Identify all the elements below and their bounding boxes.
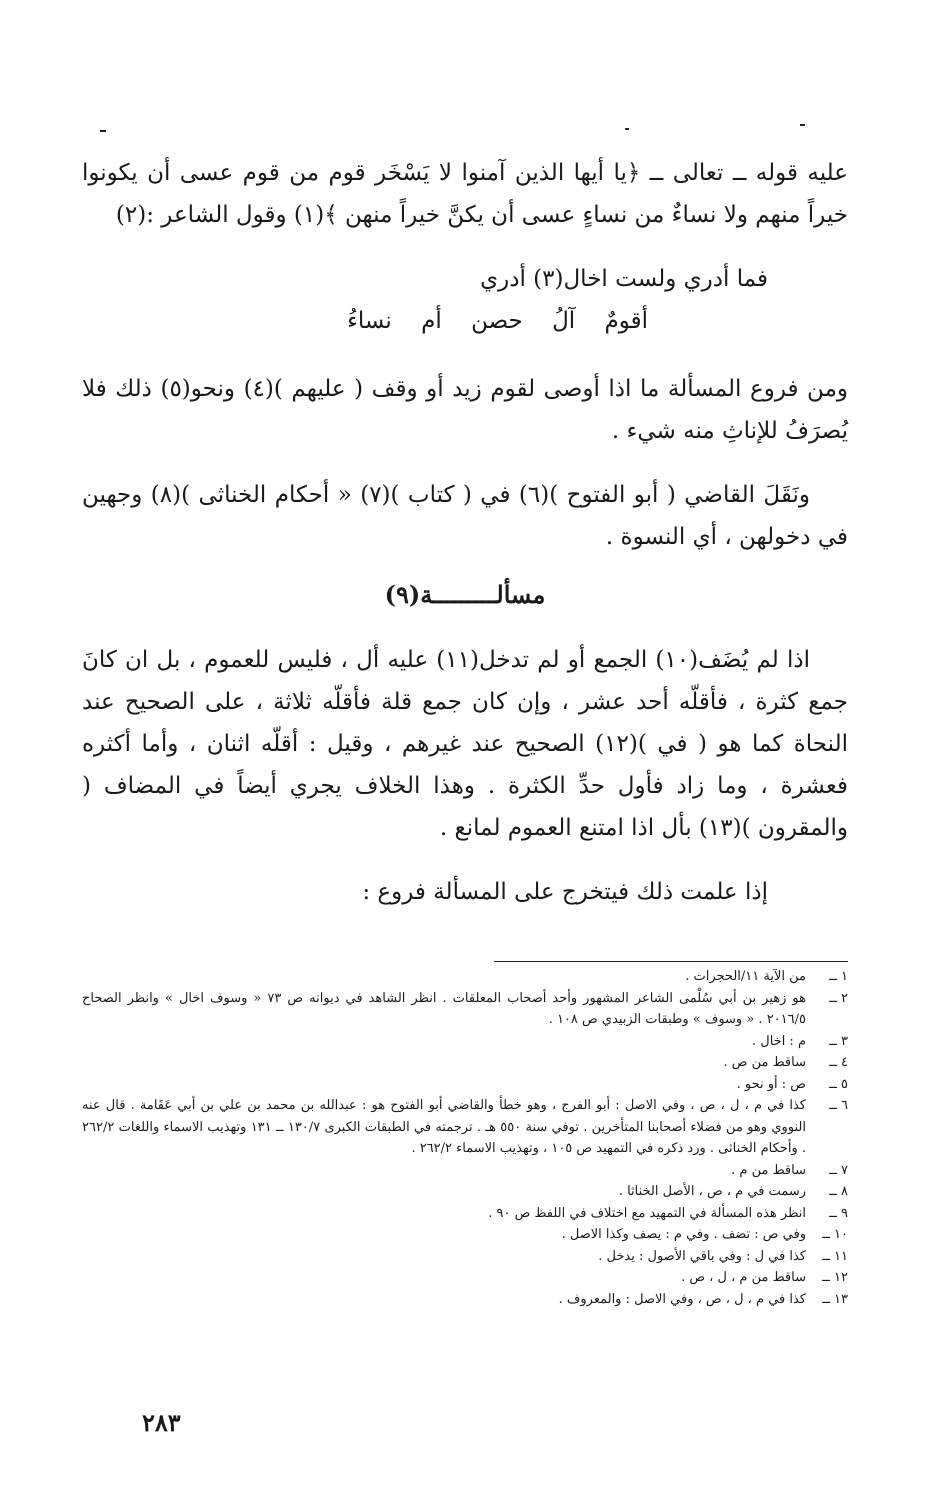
footnote-text: وفي ص : تضف . وفي م : يصف وكذا الاصل . [561,1227,806,1242]
paragraph-quran-citation: عليه قوله ــ تعالى ــ ﴿يا أيها الذين آمنوا لا يَسْخَر قوم من قوم عسى أن يكونوا خيراً منهم ولا نساءٌ من نساءٍ عسى أن يكنَّ خيراً منهن ﴾(١) وقول الشاعر :(٢) [82,160,848,228]
footnote-item [82,1052,848,1074]
footnote-number: ١ ــ [829,969,848,984]
footnote-number: ١٢ ــ [822,1270,848,1285]
footnote-item [82,1267,848,1289]
footnote-item [82,1074,848,1096]
footnote-number: ٨ ــ [829,1184,848,1199]
footnote-text: هو زهير بن أبي سُلْمى الشاعر المشهور وأحد أصحاب المعلقات . انظر الشاهد في ديوانه ص ٧٣ « وسوف اخال » وانظر الصحاح ٢٠١٦/٥ . « وسوف » وطبقات الزبيدي ص ١٠٨ . [82,990,806,1027]
footnote-text: من الآية ١١/الحجرات . [685,969,806,984]
footnotes [82,966,848,1310]
footnote-number: ٥ ــ [829,1076,848,1092]
page-number: ٢٨٣ [142,1408,181,1437]
paragraph-plural-rule: اذا لم يُضَف(١٠) الجمع أو لم تدخل(١١) عليه أل ، فليس للعموم ، بل ان كانَ جمع كثرة ، فأقلّه أحد عشر ، وإن كان جمع قلة فأقلّه ثلاثة ، على الصحيح عند النحاة كما هو ( في )(١٢) الصحيح عند غيرهم ، وقيل : أقلّه اثنان ، وأما أكثره فعشرة ، وما زاد فأول حدِّ الكثرة . وهذا الخلاف يجري أيضاً في المضاف ( والمقرون )(١٣) بأل اذا امتنع العموم لمانع . [82,647,848,841]
footnote-number: ٣ ــ [829,1033,848,1049]
footnote-number: ١٠ ــ [822,1227,848,1242]
footnote-number: ٧ ــ [829,1162,848,1178]
scan-speck [800,124,805,126]
main-text [82,152,848,913]
footnote-number: ٩ ــ [829,1205,848,1221]
footnote-text: انظر هذه المسألة في التمهيد مع اختلاف في اللفظ ص ٩٠ . [488,1205,806,1221]
footnote-text: كذا في م ، ل ، ص ، وفي الاصل : أبو الفرج ، وهو خطأ والقاضي أبو الفتوح هو : عبدالله بن محمد بن علي بن أبي عَقَامة . قال عنه النووي وهو من فضلاء أصحابنا المتأخرين . توفي سنة ٥٥٠ هـ . ترجمته في الطبقات الكبرى ١٣٠/٧ ــ ١٣١ وتهذيب الاسماء واللغات ٢٦٢/٢ . وأحكام الخناثى . ورد ذكره في التمهيد ص ١٠٥ ، وتهذيب الاسماء ٢٦٢/٢ . [82,1098,807,1156]
footnote-text: ص : أو نحو . [736,1076,806,1092]
footnote-item [82,966,848,988]
footnote-text: م : اخال . [751,1033,806,1049]
footnote-number: ٤ ــ [829,1055,848,1070]
footnote-item [82,988,848,1031]
footnote-item [82,1031,848,1053]
footnote-text: كذا في م ، ل ، ص ، وفي الاصل : والمعروف . [558,1291,806,1307]
footnote-item [82,1095,848,1160]
footnote-item [82,1181,848,1203]
scan-speck [100,130,106,132]
scan-speck [625,128,629,130]
footnote-item [82,1289,848,1311]
paragraph-conclusion: إذا علمت ذلك فيتخرج على المسألة فروع : [362,879,768,905]
footnote-item [82,1224,848,1246]
footnote-text: رسمت في م ، ص ، الأصل الخناثا . [618,1184,806,1199]
footnote-text: ساقط من م . [731,1162,806,1178]
footnote-number: ١٣ ــ [822,1291,848,1307]
poem-verse-first-hemistich: فما أدري ولست اخال(٣) أدري [480,266,768,292]
footnote-item [82,1160,848,1182]
footnote-item [82,1203,848,1225]
paragraph-branches: ومن فروع المسألة ما اذا أوصى لقوم زيد أو وقف ( عليهم )(٤) ونحو(٥) ذلك فلا يُصرَفُ للإناثِ منه شيء . [82,376,848,444]
footnote-item [82,1246,848,1268]
footnote-divider [494,961,848,962]
section-heading: مسألـــــــــة(٩) [384,580,546,609]
footnote-number: ٢ ــ [829,990,848,1006]
footnote-text: ساقط من م ، ل ، ص . [681,1270,806,1285]
footnote-number: ٦ ــ [829,1098,848,1113]
footnote-text: ساقط من ص . [723,1055,806,1070]
poem-verse-second-hemistich: أقومٌ آلُ حصن أم نساءُ [347,308,648,334]
footnote-text: كذا في ل : وفي باقي الأصول : يدخل . [598,1248,806,1264]
footnote-number: ١١ ــ [822,1248,848,1264]
paragraph-judge-opinion: ونَقَلَ القاضي ( أبو الفتوح )(٦) في ( كتاب )(٧) « أحكام الخناثى )(٨) وجهين في دخولهن ، أي النسوة . [82,482,848,550]
